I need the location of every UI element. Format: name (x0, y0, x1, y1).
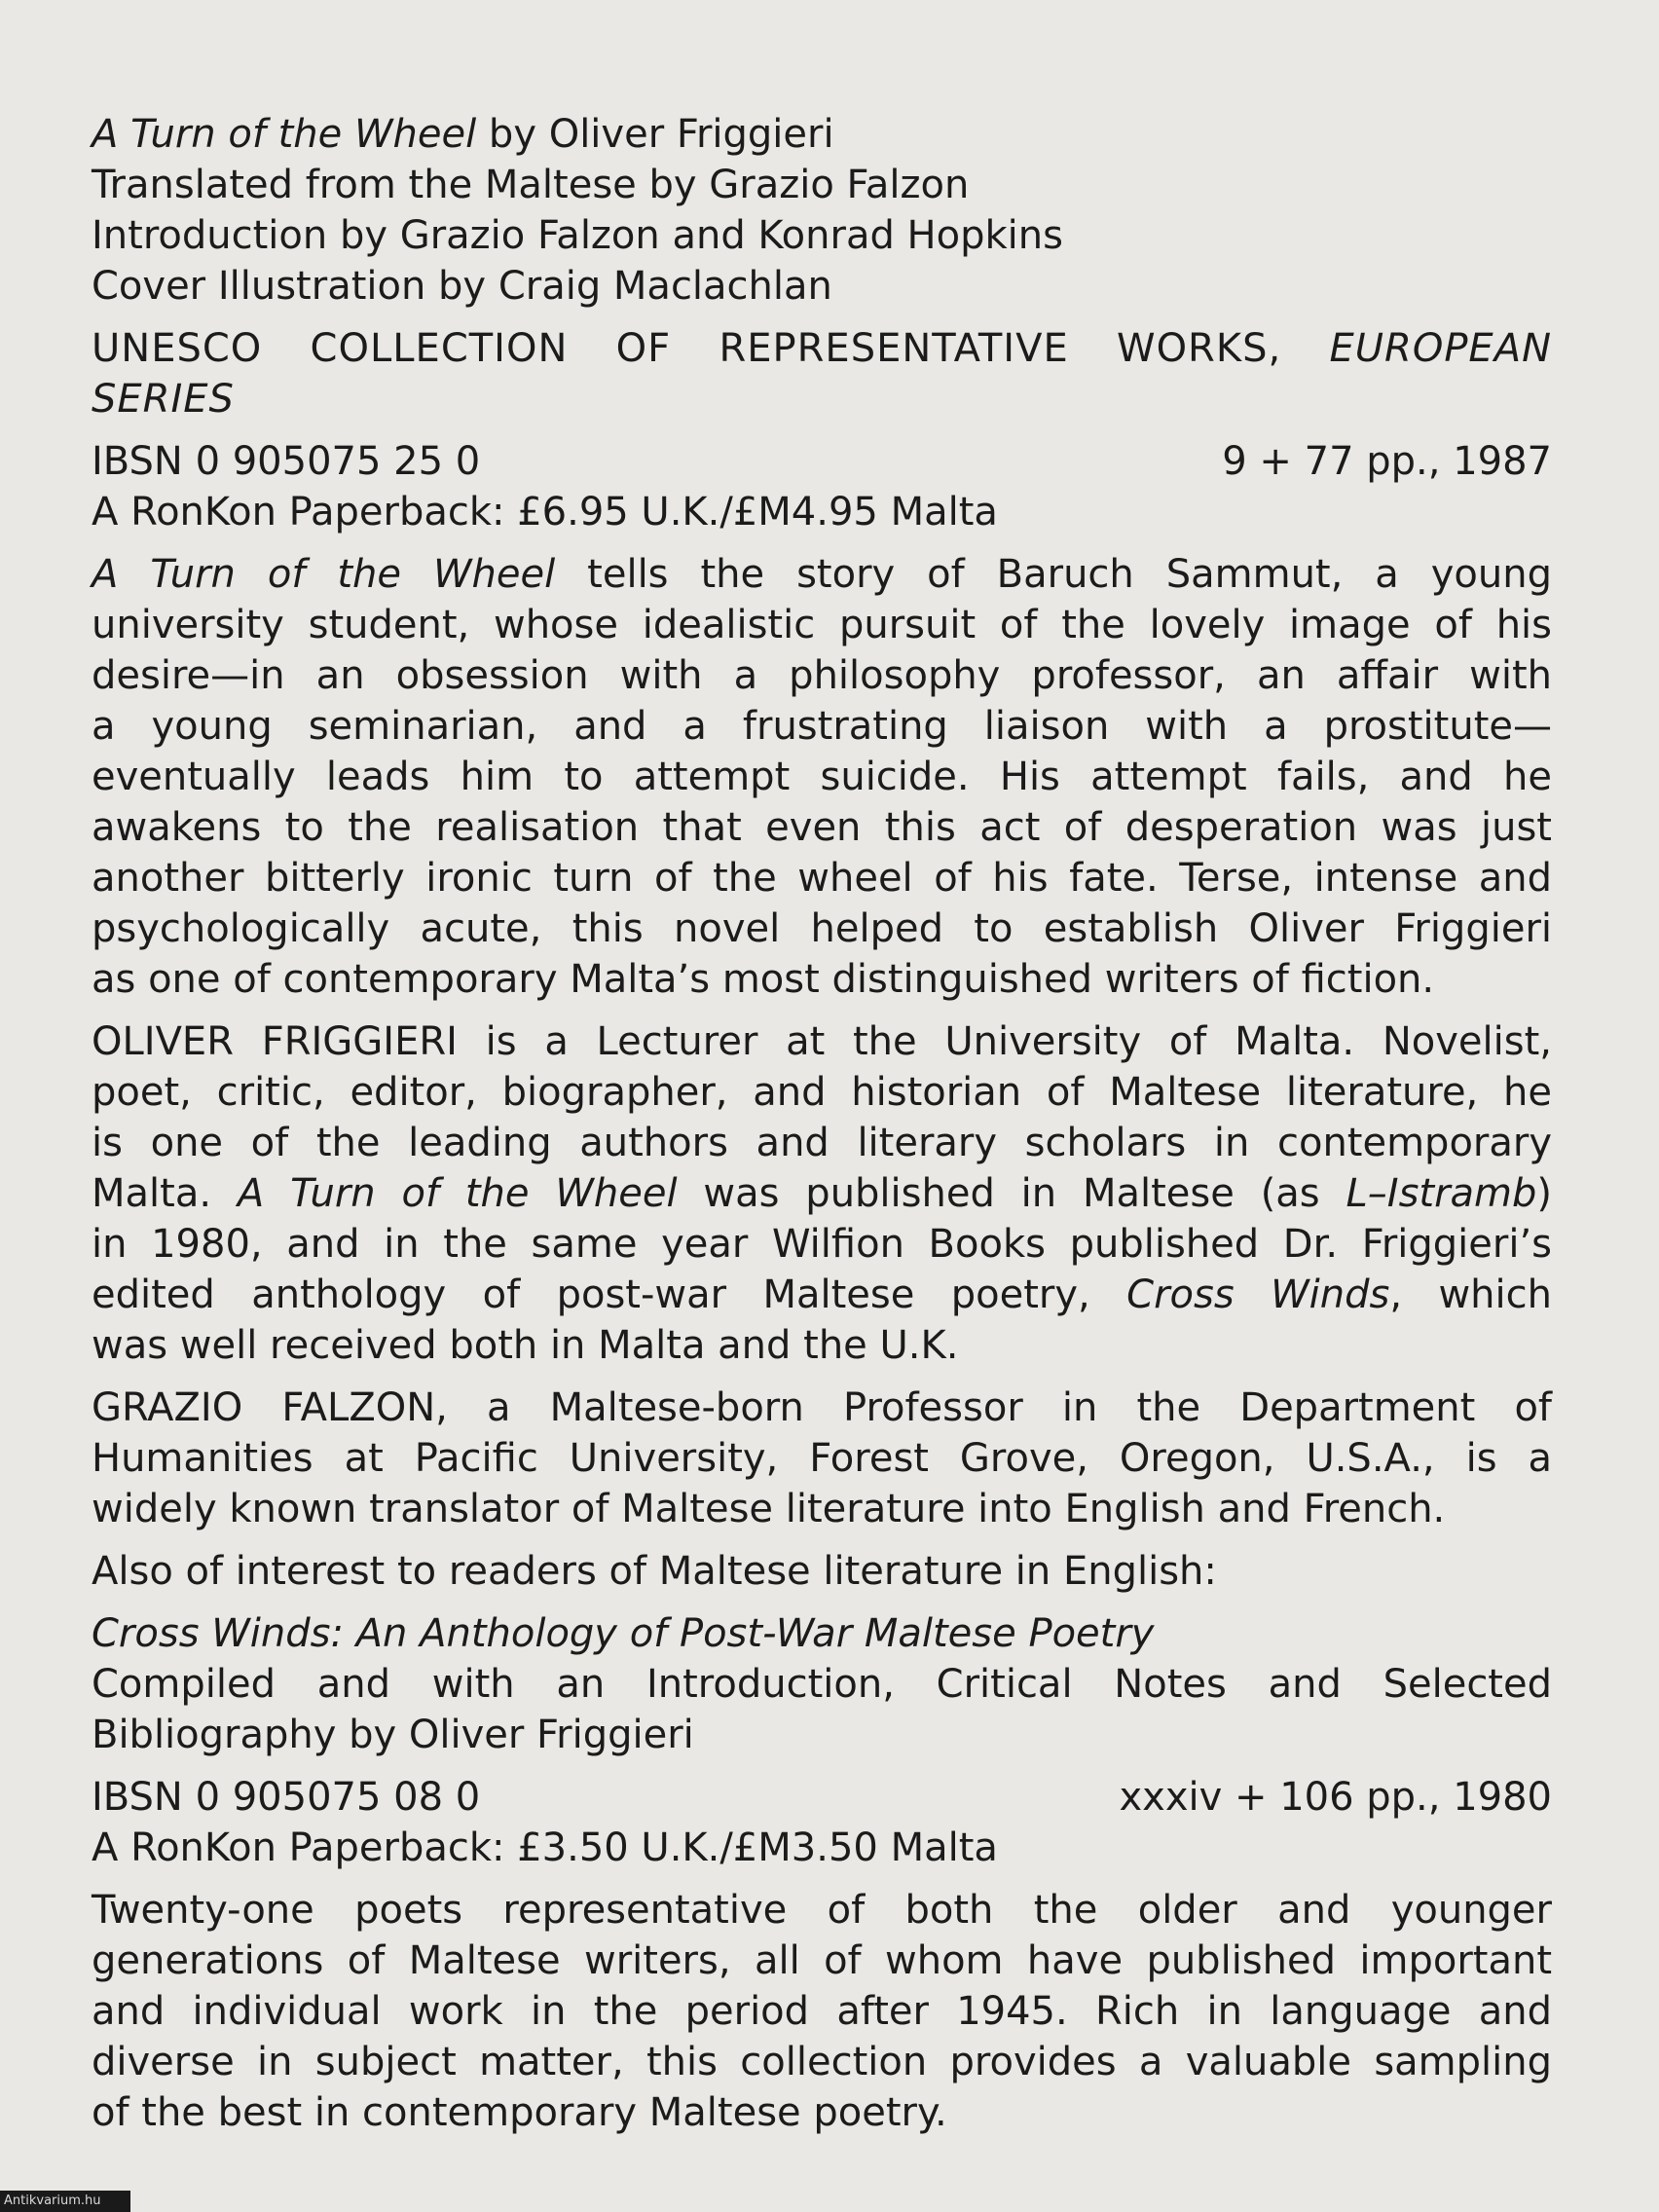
translator-bio-paragraph: GRAZIO FALZON, a Maltese-born Professor in the Department of Humanities at Pacific University, Forest Grove, Oregon, U.S.A., is a widely known translator of Maltese literature into English and French. (92, 1385, 1552, 1531)
related-book-compiled-1: Compiled and with an Introduction, Critical Notes and Selected (92, 1662, 1552, 1707)
price-1: A RonKon Paperback: £6.95 U.K./£M4.95 Malta (92, 490, 998, 535)
related-book-title: Cross Winds: An Anthology of Post-War Maltese Poetry (92, 1611, 1155, 1656)
also-of-interest (92, 1546, 1552, 1597)
cover-credit: Cover Illustration by Craig Maclachlan (92, 264, 832, 309)
series-line-2: SERIES (92, 377, 235, 422)
pages-1: 9 + 77 pp., 1987 (1222, 439, 1552, 484)
related-book (92, 1608, 1552, 1760)
isbn-1: IBSN 0 905075 25 0 (92, 439, 481, 484)
series-line-1: UNESCO COLLECTION OF REPRESENTATIVE WORKS, EUROPEAN (92, 326, 1552, 371)
book-catalog-page (92, 109, 1552, 2150)
author-bio-paragraph: OLIVER FRIGGIERI is a Lecturer at the University of Malta. Novelist, poet, critic, editor, biographer, and historian of Maltese literature, he is one of the leading authors and literary scholars in contemporary Malta. A Turn of the Wheel was published in Maltese (as L–Istramb) in 1980, and in the same year Wilfion Books published Dr. Friggieri’s edited anthology of post-war Maltese poetry, Cross Winds, which was well received both in Malta and the U.K. (92, 1019, 1553, 1368)
publication-info-2 (92, 1772, 1552, 1873)
translator-credit: Translated from the Maltese by Grazio Falzon (92, 163, 970, 207)
related-book-compiled-2: Bibliography by Oliver Friggieri (92, 1713, 694, 1757)
isbn-2: IBSN 0 905075 08 0 (92, 1775, 481, 1820)
publication-info-1 (92, 436, 1552, 537)
title-line (92, 109, 1552, 160)
series-line (92, 323, 1552, 424)
also-intro: Also of interest to readers of Maltese literature in English: (92, 1549, 1217, 1594)
isbn-row-2 (92, 1772, 1552, 1823)
book-author: by Oliver Friggieri (476, 112, 834, 157)
anthology-description: Twenty-one poets representative of both the older and younger generations of Maltese writers, all of whom have published important and individual work in the period after 1945. Rich in language and diverse in subject matter, this collection provides a valuable sampling of the best in contemporary Maltese poetry. (92, 1888, 1552, 2135)
introduction-credit: Introduction by Grazio Falzon and Konrad Hopkins (92, 213, 1063, 258)
synopsis-paragraph: A Turn of the Wheel tells the story of Baruch Sammut, a young university student, whose idealistic pursuit of the lovely image of his desire—in an obsession with a philosophy professor, an affair with a young seminarian, and a frustrating liaison with a prostitute— eventually leads him to attempt suicide. His attempt fails, and he awakens to the realisation that even this act of desperation was just another bitterly ironic turn of the wheel of his fate. Terse, intense and psychologically acute, this novel helped to establish Oliver Friggieri as one of contemporary Malta’s most distinguished writers of fiction. (92, 552, 1552, 1002)
isbn-row-1 (92, 436, 1552, 487)
book-header (92, 109, 1552, 312)
watermark: Antikvarium.hu (0, 2191, 130, 2212)
price-2: A RonKon Paperback: £3.50 U.K./£M3.50 Malta (92, 1825, 998, 1870)
book-title: A Turn of the Wheel (92, 112, 477, 157)
pages-2: xxxiv + 106 pp., 1980 (1119, 1775, 1552, 1820)
